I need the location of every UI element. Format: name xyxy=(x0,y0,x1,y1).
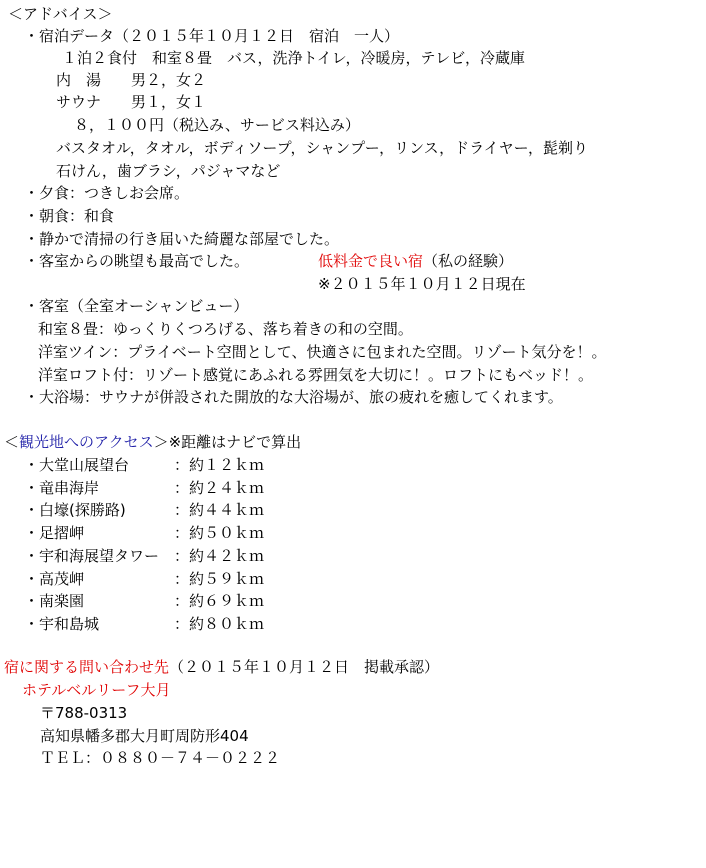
access-item xyxy=(24,568,264,590)
access-item-name: ・宇和島城 xyxy=(24,615,100,633)
view-text: ・客室からの眺望も最高でした。 xyxy=(24,252,250,270)
breakfast-line: ・朝食：和食 xyxy=(24,207,115,225)
good-value-highlight: 低料金で良い宿 xyxy=(318,252,424,270)
access-item-name: ・竜串海岸 xyxy=(24,479,100,497)
access-item-name: ・南楽園 xyxy=(24,592,85,610)
access-item xyxy=(24,545,264,567)
room-twin-line: 洋室ツイン：プライベート空間として、快適さに包まれた空間。リゾート気分を！。 xyxy=(38,343,607,361)
contact-date-note: （２０１５年１０月１２日 掲載承認） xyxy=(169,658,440,676)
access-title: 観光地へのアクセス xyxy=(19,433,154,451)
large-bath-line: ・大浴場：サウナが併設された開放的な大浴場が、旅の疲れを癒してくれます。 xyxy=(24,388,563,406)
access-item-name: ・足摺岬 xyxy=(24,524,85,542)
hotel-phone: ＴＥＬ：０８８０－７４－０２２２ xyxy=(40,749,281,767)
good-value-note: （私の経験） xyxy=(423,252,514,270)
access-item-distance: ：約４４ｋｍ xyxy=(174,501,265,519)
room-quiet-line: ・静かで清掃の行き届いた綺麗な部屋でした。 xyxy=(24,230,340,248)
contact-heading xyxy=(4,656,439,678)
plan-line: １泊２食付 和室８畳 バス，洗浄トイレ，冷暖房，テレビ，冷蔵庫 xyxy=(62,49,526,67)
access-item-distance: ：約４２ｋｍ xyxy=(174,547,265,565)
rooms-heading: ・客室（全室オーシャンビュー） xyxy=(24,297,249,315)
access-item-distance: ：約５０ｋｍ xyxy=(174,524,265,542)
view-line xyxy=(24,250,249,272)
hotel-name: ホテルベルリーフ大月 xyxy=(22,681,171,699)
access-item xyxy=(24,499,264,521)
postal-code: 〒788-0313 xyxy=(40,704,128,722)
access-item xyxy=(24,590,264,612)
access-item-distance: ：約５９ｋｍ xyxy=(174,570,265,588)
access-item-distance: ：約８０ｋｍ xyxy=(174,615,265,633)
access-item-name: ・宇和海展望タワー xyxy=(24,547,160,565)
access-item-name: ・大堂山展望台 xyxy=(24,456,130,474)
sauna-line: サウナ 男１，女１ xyxy=(56,93,207,111)
access-item-distance: ：約１２ｋｍ xyxy=(174,456,265,474)
access-item xyxy=(24,477,264,499)
room-washitsu-line: 和室８畳：ゆっくりくつろげる、落ち着きの和の空間。 xyxy=(38,320,413,338)
room-loft-line: 洋室ロフト付：リゾート感覚にあふれる雰囲気を大切に！。ロフトにもベッド！。 xyxy=(38,366,594,384)
access-item xyxy=(24,613,264,635)
hotel-address: 高知県幡多郡大月町周防形404 xyxy=(40,727,249,745)
amenities-line-2: 石けん，歯ブラシ，パジャマなど xyxy=(56,162,281,180)
access-item-distance: ：約６９ｋｍ xyxy=(174,592,265,610)
access-open-bracket: ＜ xyxy=(4,433,20,451)
stay-data-line: ・宿泊データ（２０１５年１０月１２日 宿泊 一人） xyxy=(24,27,400,45)
access-item-distance: ：約２４ｋｍ xyxy=(174,479,265,497)
advice-heading: ＜アドバイス＞ xyxy=(8,5,113,23)
access-item xyxy=(24,454,264,476)
access-item-name: ・白壕(探勝路) xyxy=(24,501,126,519)
as-of-note: ※２０１５年１０月１２日現在 xyxy=(318,275,526,293)
good-value-line xyxy=(318,250,513,272)
access-item-name: ・高茂岬 xyxy=(24,570,85,588)
price-line: ８，１００円（税込み、サービス料込み） xyxy=(74,116,360,134)
amenities-line-1: バスタオル，タオル，ボディソープ，シャンプー，リンス，ドライヤー，髭剃り xyxy=(56,139,589,157)
access-item xyxy=(24,522,264,544)
access-heading xyxy=(4,431,301,453)
contact-title: 宿に関する問い合わせ先 xyxy=(4,658,170,676)
access-note: ※距離はナビで算出 xyxy=(168,433,302,451)
access-close-bracket: ＞ xyxy=(153,433,169,451)
dinner-line: ・夕食：つきしお会席。 xyxy=(24,184,190,202)
inner-bath-line: 内 湯 男２，女２ xyxy=(56,71,207,89)
